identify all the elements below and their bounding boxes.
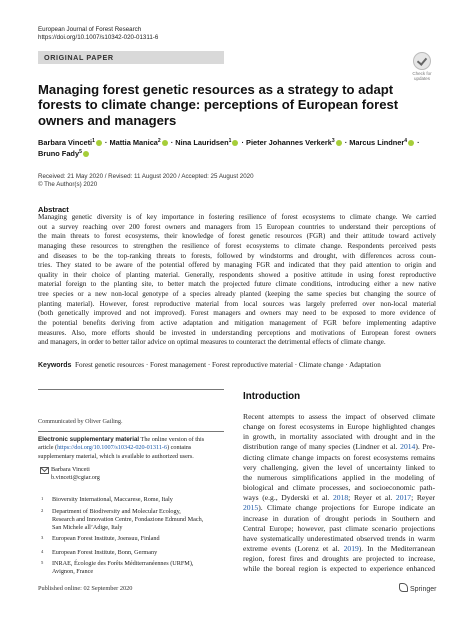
intro-line (243, 564, 435, 574)
intro-line (243, 453, 435, 463)
intro-text: have systematically underestimated observed trends in warm (243, 533, 435, 543)
author-affiliation-mark: 4 (404, 138, 408, 144)
keywords (38, 361, 381, 370)
article-dates (38, 173, 254, 189)
intro-text: Recent attempts to assess the impact of observed climate (243, 412, 435, 421)
abstract-line: material foreign to the planting site, to better match the projected future climate conditions, introducing either a new native (38, 280, 436, 289)
affiliation-text: INRAE, Écologie des Forêts Méditerranéennes (URFM), (52, 560, 194, 567)
affiliation-item (38, 549, 228, 557)
intro-line (243, 412, 435, 422)
esm-divider (38, 431, 224, 432)
affiliation-item (38, 508, 228, 533)
author-affiliation-mark: 2 (157, 138, 161, 144)
author-name[interactable]: Mattia Manica (109, 138, 158, 147)
intro-line (243, 524, 435, 534)
abstract-line: measures. Also, more efforts should be invested in understanding perceptions and motivations of European forest owners (38, 328, 436, 337)
orcid-icon[interactable] (83, 151, 89, 157)
intro-text: ). In the Mediterranean (358, 544, 435, 554)
esm-line2-pre: article ( (38, 444, 58, 452)
intro-heading: Introduction (243, 391, 301, 402)
communicated-by: Communicated by Oliver Gailing. (38, 418, 123, 425)
orcid-icon[interactable] (96, 140, 102, 146)
esm-link[interactable]: https://doi.org/10.1007/s10342-020-01311-6 (57, 444, 168, 452)
intro-text: ; Reyer (411, 493, 435, 503)
intro-text: very challenging, given the level of uncertainty linked to (243, 462, 435, 472)
check-for-updates-button[interactable] (409, 52, 435, 81)
esm-label: Electronic supplementary material (38, 436, 140, 443)
abstract-line: managing these resources to strengthen the resilience of forest ecosystems to climate change. Respondents perceived pests (38, 241, 436, 250)
abstract-line: tree species or a new non-local genotype of a species already planted (keeping the same species but changing the source of (38, 290, 436, 298)
author-affiliation-mark: 3 (331, 138, 335, 144)
affiliation-number: 5 (41, 560, 44, 565)
esm-line2-post: ) contains (167, 444, 192, 452)
journal-header (38, 26, 158, 42)
abstract-line: out a survey reaching over 200 forest owners and managers from 15 European countries to understand their perceptions of (38, 222, 436, 231)
abstract-heading: Abstract (38, 205, 69, 214)
keywords-label: Keywords (38, 362, 72, 369)
intro-line (243, 534, 435, 544)
abstract-line: and managers, in order to better tailor advice on optimal measures to counteract the detrimental effects of climate change. (38, 338, 386, 347)
citation-link[interactable]: 2017 (395, 493, 412, 503)
intro-line (243, 503, 435, 513)
affiliation-number: 3 (41, 535, 44, 540)
intro-line (243, 554, 435, 564)
intro-line (243, 493, 435, 503)
journal-doi[interactable]: https://doi.org/10.1007/s10342-020-01311-6 (38, 34, 159, 41)
intro-text: the numerous simplifications applied in the modeling of (243, 472, 435, 482)
check-updates-label: Check for updates (412, 71, 432, 81)
check-updates-icon (413, 52, 431, 70)
correspondence-email[interactable]: b.vinceti@cgiar.org (51, 474, 100, 482)
author-name[interactable]: Bruno Fady (38, 149, 80, 158)
affiliation-text: Avignon, France (52, 568, 94, 576)
esm-line3: supplementary material, which is available to authorized users. (38, 452, 194, 460)
sidebar-rule (38, 389, 224, 390)
intro-line (243, 442, 435, 452)
author-list (38, 137, 438, 159)
affiliation-text: Department of Biodiversity and Molecular Ecology, (52, 508, 181, 515)
intro-text: extreme events (Lorenz et al. (243, 544, 344, 554)
affiliation-text: European Forest Institute, Joensuu, Finland (52, 535, 160, 542)
intro-text: in growth, in mortality associated with drought and in the (243, 432, 435, 442)
affiliation-text: European Forest Institute, Bonn, Germany (52, 549, 158, 556)
orcid-icon[interactable] (232, 140, 238, 146)
affiliation-text: Research and Innovation Centre, Fondazione Edmund Mach, (52, 516, 204, 524)
intro-line (243, 473, 435, 483)
orcid-icon[interactable] (408, 140, 414, 146)
intro-body (243, 412, 435, 575)
author-separator: · (415, 138, 420, 147)
intro-text: biological and climate processes, and socioeconomic path- (243, 483, 435, 493)
intro-text: distribution range of many species (Lindner et al. (243, 442, 401, 452)
affiliation-item (38, 560, 228, 576)
affiliation-item (38, 535, 228, 543)
author-affiliation-mark: 1 (92, 138, 95, 144)
author-affiliation-mark: 5 (79, 149, 82, 155)
orcid-icon[interactable] (336, 140, 342, 146)
abstract-body (38, 213, 436, 348)
correspondence-name: Barbara Vinceti (51, 466, 90, 473)
author-separator: · (102, 138, 110, 147)
affiliation-text: San Michele all’Adige, Italy (52, 524, 123, 532)
citation-link[interactable]: 2018 (332, 493, 349, 503)
citation-link[interactable]: 2015 (243, 503, 259, 513)
author-separator: · (168, 138, 176, 147)
intro-text: ; Reyer et al. (348, 493, 396, 503)
abstract-line: and diseases to be the top-ranking threats to forests, followed by windstorms and drought, with differences across coun- (38, 251, 436, 260)
author-name[interactable]: Marcus Lindner (349, 138, 405, 147)
abstract-line: (both genetically improved and not improved). Forest managers and owners may need to be exposed to more evidence of (38, 309, 436, 318)
copyright: © The Author(s) 2020 (38, 181, 98, 188)
abstract-line: quality in their choice of planting material. Generally, respondents showed a positive attitude in using forest reproductive (38, 270, 436, 279)
author-separator: · (342, 138, 350, 147)
abstract-line: the main threats to forest ecosystems, their knowledge of forest genetic resources (FGR) and their attitude toward actively (38, 232, 436, 241)
orcid-icon[interactable] (162, 140, 168, 146)
citation-link[interactable]: 2019 (343, 544, 359, 554)
intro-text: increase in duration of drought periods in Southern and (243, 513, 435, 523)
intro-text: change on forest ecosystems in Europe highlighted changes (243, 422, 435, 432)
intro-line (243, 544, 435, 554)
intro-line (243, 483, 435, 493)
author-name[interactable]: Nina Lauridsen (175, 138, 229, 147)
keywords-text: Forest genetic resources · Forest management · Forest reproductive material · Climate change · Adaptation (75, 361, 381, 369)
published-online: Published online: 02 September 2020 (38, 585, 133, 592)
intro-text: dicting climate change impacts on forest ecosystems remains (243, 452, 435, 462)
springer-horse-icon (399, 583, 408, 592)
intro-text: region, forest fires and droughts are projected to increase, (243, 554, 435, 564)
abstract-line: tries. They stated to be aware of the potential offered by managing FGR and indicated that they paid attention to origin and (38, 261, 436, 270)
intro-text: while the boreal region is expected to experience enhanced (243, 564, 435, 574)
affiliation-item (38, 496, 228, 504)
author-name[interactable]: Barbara Vinceti (38, 138, 93, 147)
author-affiliation-mark: 1 (228, 138, 232, 144)
affiliation-number: 1 (41, 496, 44, 501)
author-name[interactable]: Pieter Johannes Verkerk (246, 138, 332, 147)
intro-line (243, 422, 435, 432)
article-type-badge (38, 51, 224, 64)
abstract-line: the potential benefits deriving from active adaptation and mitigation management of FGR before implementing adaptive (38, 318, 436, 327)
intro-line (243, 514, 435, 524)
intro-text: ). Climate change projections for Europe indicate an (258, 503, 435, 513)
history-dates: Received: 21 May 2020 / Revised: 11 August 2020 / Accepted: 25 August 2020 (38, 173, 254, 180)
publisher-name: Springer (410, 586, 437, 593)
citation-link[interactable]: 2014 (400, 442, 416, 452)
publisher-logo (399, 583, 436, 593)
envelope-icon (40, 467, 49, 474)
article-type-label: ORIGINAL PAPER (44, 53, 114, 62)
abstract-line: planting material). However, forest reproductive material from local sources was largely preferred over non-local material (38, 299, 436, 308)
correspondence (38, 466, 224, 482)
journal-name: European Journal of Forest Research (38, 26, 142, 33)
intro-text: ways (e.g., Dyderski et al. (243, 493, 333, 503)
affiliation-number: 4 (41, 549, 44, 554)
intro-line (243, 463, 435, 473)
affiliation-text: Bioversity International, Maccarese, Rome, Italy (52, 496, 173, 503)
esm-note (38, 436, 224, 461)
intro-line (243, 432, 435, 442)
intro-text: ). Pre- (415, 442, 435, 452)
abstract-line: Managing genetic diversity is of key importance in fostering resilience of forest ecosystems to climate change. We carried (38, 213, 436, 221)
esm-line1: The online version of this (140, 436, 205, 443)
affiliation-number: 2 (41, 508, 44, 513)
intro-text: Central Europe; however, past climate scenario projections (243, 523, 435, 533)
author-separator: · (239, 138, 247, 147)
article-title: Managing forest genetic resources as a strategy to adapt forests to climate change: perceptions of European forest owners and managers (38, 82, 399, 128)
